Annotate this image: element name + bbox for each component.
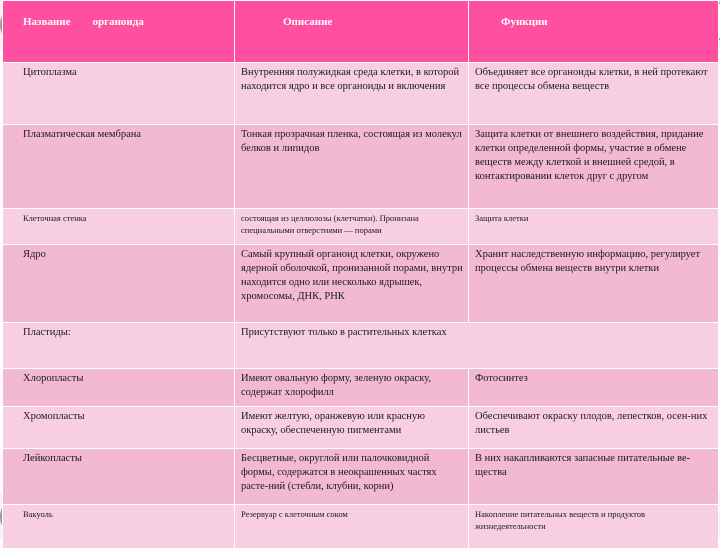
row-description: Внутренняя полужидкая среда клетки, в которой находится ядро и все органоиды и включения: [235, 63, 469, 125]
row-name: Вакуоль: [3, 505, 235, 549]
row-description: Имеют овальную форму, зеленую окраску, содержат хлорофилл: [235, 369, 469, 407]
header-function: Функции: [469, 1, 719, 63]
row-name: Хромопласты: [3, 407, 235, 449]
row-function: Накопление питательных веществ и продуктов жизнедеятельности: [469, 505, 719, 549]
row-name: Плазматическая мембрана: [3, 125, 235, 209]
table-header-row: [3, 1, 719, 63]
row-description: Тонкая прозрачная пленка, состоящая из молекул белков и липидов: [235, 125, 469, 209]
table-row: [3, 209, 719, 245]
header-name-part1: Название: [23, 16, 71, 28]
row-function: Обеспечивают окраску плодов, лепестков, осен-них листьев: [469, 407, 719, 449]
row-function: Фотосинтез: [469, 369, 719, 407]
table-row: [3, 407, 719, 449]
row-description: Резервуар с клеточным соком: [235, 505, 469, 549]
header-name: [3, 1, 235, 63]
row-description: Бесцветные, округлой или палочковидной формы, содержатся в неокрашенных частях расте-ний (стебли, клубни, корни): [235, 449, 469, 505]
row-name: Хлоропласты: [3, 369, 235, 407]
row-description: Самый крупный органоид клетки, окружено ядерной оболочкой, пронизанной порами, внутри находится одно или несколько ядрышек, хромосомы, ДНК, РНК: [235, 245, 469, 323]
table-row: [3, 369, 719, 407]
row-function: Объединяет все органоиды клетки, в ней протекают все процессы обмена веществ: [469, 63, 719, 125]
row-name: Пластиды:: [3, 323, 235, 369]
table-row: [3, 245, 719, 323]
row-name: Лейкопласты: [3, 449, 235, 505]
row-description: Имеют желтую, оранжевую или красную окраску, обеспеченную пигментами: [235, 407, 469, 449]
header-name-part2: органоида: [92, 16, 144, 28]
table-row: [3, 63, 719, 125]
table-row: [3, 323, 719, 369]
row-description: состоящая из целлюлозы (клетчатки). Пронизана специальными отверстиями — порами: [235, 209, 469, 245]
table-row: [3, 449, 719, 505]
row-function: Хранит наследственную информацию, регулирует процессы обмена веществ внутри клетки: [469, 245, 719, 323]
row-name: Клеточная стенка: [3, 209, 235, 245]
table-row: [3, 505, 719, 549]
table-row: [3, 125, 719, 209]
row-function: Защита клетки от внешнего воздействия, придание клетки определенной формы, участие в обмене веществ между клеткой и внешней средой, в контактировании клеток друг с другом: [469, 125, 719, 209]
row-name: Ядро: [3, 245, 235, 323]
row-description: Присутствуют только в растительных клетках: [235, 323, 719, 369]
row-function: В них накапливаются запасные питательные ве-щества: [469, 449, 719, 505]
organelles-table: [2, 0, 719, 549]
header-description: Описание: [235, 1, 469, 63]
row-function: Защита клетки: [469, 209, 719, 245]
row-name: Цитоплазма: [3, 63, 235, 125]
